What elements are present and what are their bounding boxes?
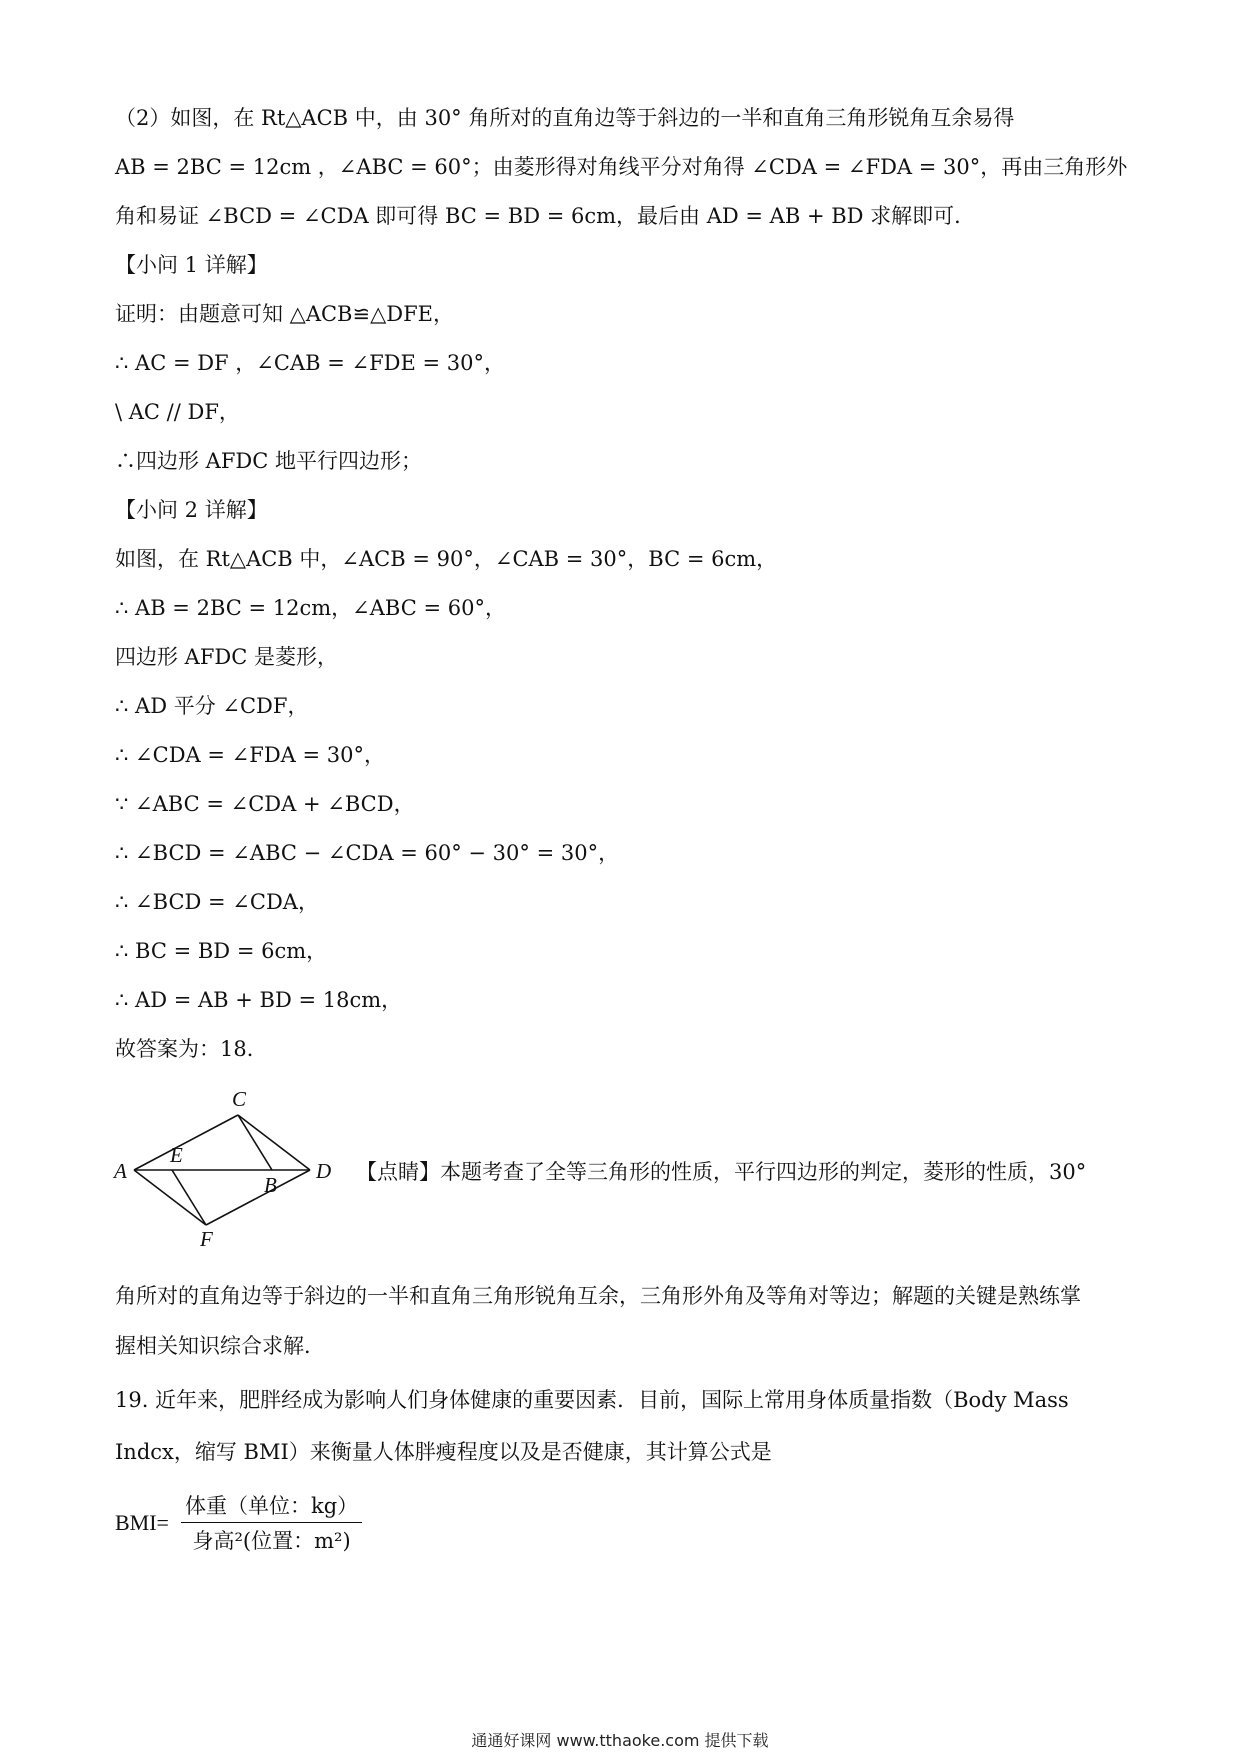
page-footer: 通通好课网 www.tthaoke.com 提供下载 <box>471 1731 769 1750</box>
label-A: A <box>114 1159 127 1183</box>
proof-line-4: ∴四边形 AFDC 地平行四边形； <box>115 449 422 473</box>
proof-line-1: 证明：由题意可知 △ACB≌△DFE， <box>115 302 454 326</box>
comment-line-3: 握相关知识综合求解． <box>115 1334 325 1358</box>
detail-line-10: ∴ AD = AB + BD = 18cm， <box>115 988 403 1012</box>
segment-CB <box>238 1115 272 1170</box>
detail-line-7: ∴ ∠BCD = ∠ABC − ∠CDA = 60° − 30° = 30°， <box>115 841 620 865</box>
comment-line-2: 角所对的直角边等于斜边的一半和直角三角形锐角互余，三角形外角及等角对等边；解题的关键是熟练掌 <box>115 1284 1081 1308</box>
label-D: D <box>316 1159 332 1183</box>
detail-line-4: ∴ AD 平分 ∠CDF， <box>115 694 309 718</box>
rhombus-diagram <box>110 1080 340 1250</box>
comment-line: 【点睛】本题考查了全等三角形的性质，平行四边形的判定，菱形的性质，30° <box>356 1160 1087 1184</box>
bmi-numerator: 体重（单位：kg） <box>181 1490 362 1523</box>
detail-line-3: 四边形 AFDC 是菱形， <box>115 645 338 669</box>
solution-line-2: AB = 2BC = 12cm ，∠ABC = 60°；由菱形得对角线平分对角得 ∠CDA = ∠FDA = 30°，再由三角形外 <box>115 155 1128 179</box>
answer-line: 故答案为：18． <box>115 1037 268 1061</box>
section-heading-2: 【小问 2 详解】 <box>115 498 268 522</box>
detail-line-5: ∴ ∠CDA = ∠FDA = 30°， <box>115 743 385 767</box>
solution-line-1: （2）如图，在 Rt△ACB 中，由 30° 角所对的直角边等于斜边的一半和直角三角形锐角互余易得 <box>115 106 1015 130</box>
detail-line-9: ∴ BC = BD = 6cm， <box>115 939 328 963</box>
geometry-figure <box>110 1080 340 1254</box>
label-B: B <box>264 1173 277 1197</box>
bmi-label: BMI= <box>115 1510 169 1535</box>
detail-line-2: ∴ AB = 2BC = 12cm，∠ABC = 60°， <box>115 596 506 620</box>
label-F: F <box>200 1227 213 1250</box>
detail-line-1: 如图，在 Rt△ACB 中，∠ACB = 90°，∠CAB = 30°，BC = 6cm， <box>115 547 778 571</box>
segment-FA <box>134 1170 206 1225</box>
proof-line-3: \ AC // DF， <box>115 400 240 424</box>
segment-DF <box>206 1170 310 1225</box>
segment-AC <box>134 1115 238 1170</box>
proof-line-2: ∴ AC = DF ，∠CAB = ∠FDE = 30°， <box>115 351 506 375</box>
bmi-denominator: 身高²(位置：m²) <box>192 1529 351 1553</box>
detail-line-6: ∵ ∠ABC = ∠CDA + ∠BCD， <box>115 792 415 816</box>
question-19-line-2: Indcx，缩写 BMI）来衡量人体胖瘦程度以及是否健康，其计算公式是 <box>115 1440 772 1464</box>
label-E: E <box>170 1143 183 1167</box>
bmi-fraction <box>181 1490 362 1555</box>
solution-line-3: 角和易证 ∠BCD = ∠CDA 即可得 BC = BD = 6cm，最后由 AD = AB + BD 求解即可． <box>115 204 976 228</box>
label-C: C <box>232 1087 247 1111</box>
question-19-line-1: 19. 近年来，肥胖经成为影响人们身体健康的重要因素．目前，国际上常用身体质量指数（Body Mass <box>115 1388 1069 1412</box>
segment-CD <box>238 1115 310 1170</box>
section-heading-1: 【小问 1 详解】 <box>115 253 268 277</box>
detail-line-8: ∴ ∠BCD = ∠CDA， <box>115 890 319 914</box>
segment-EF <box>172 1170 206 1225</box>
